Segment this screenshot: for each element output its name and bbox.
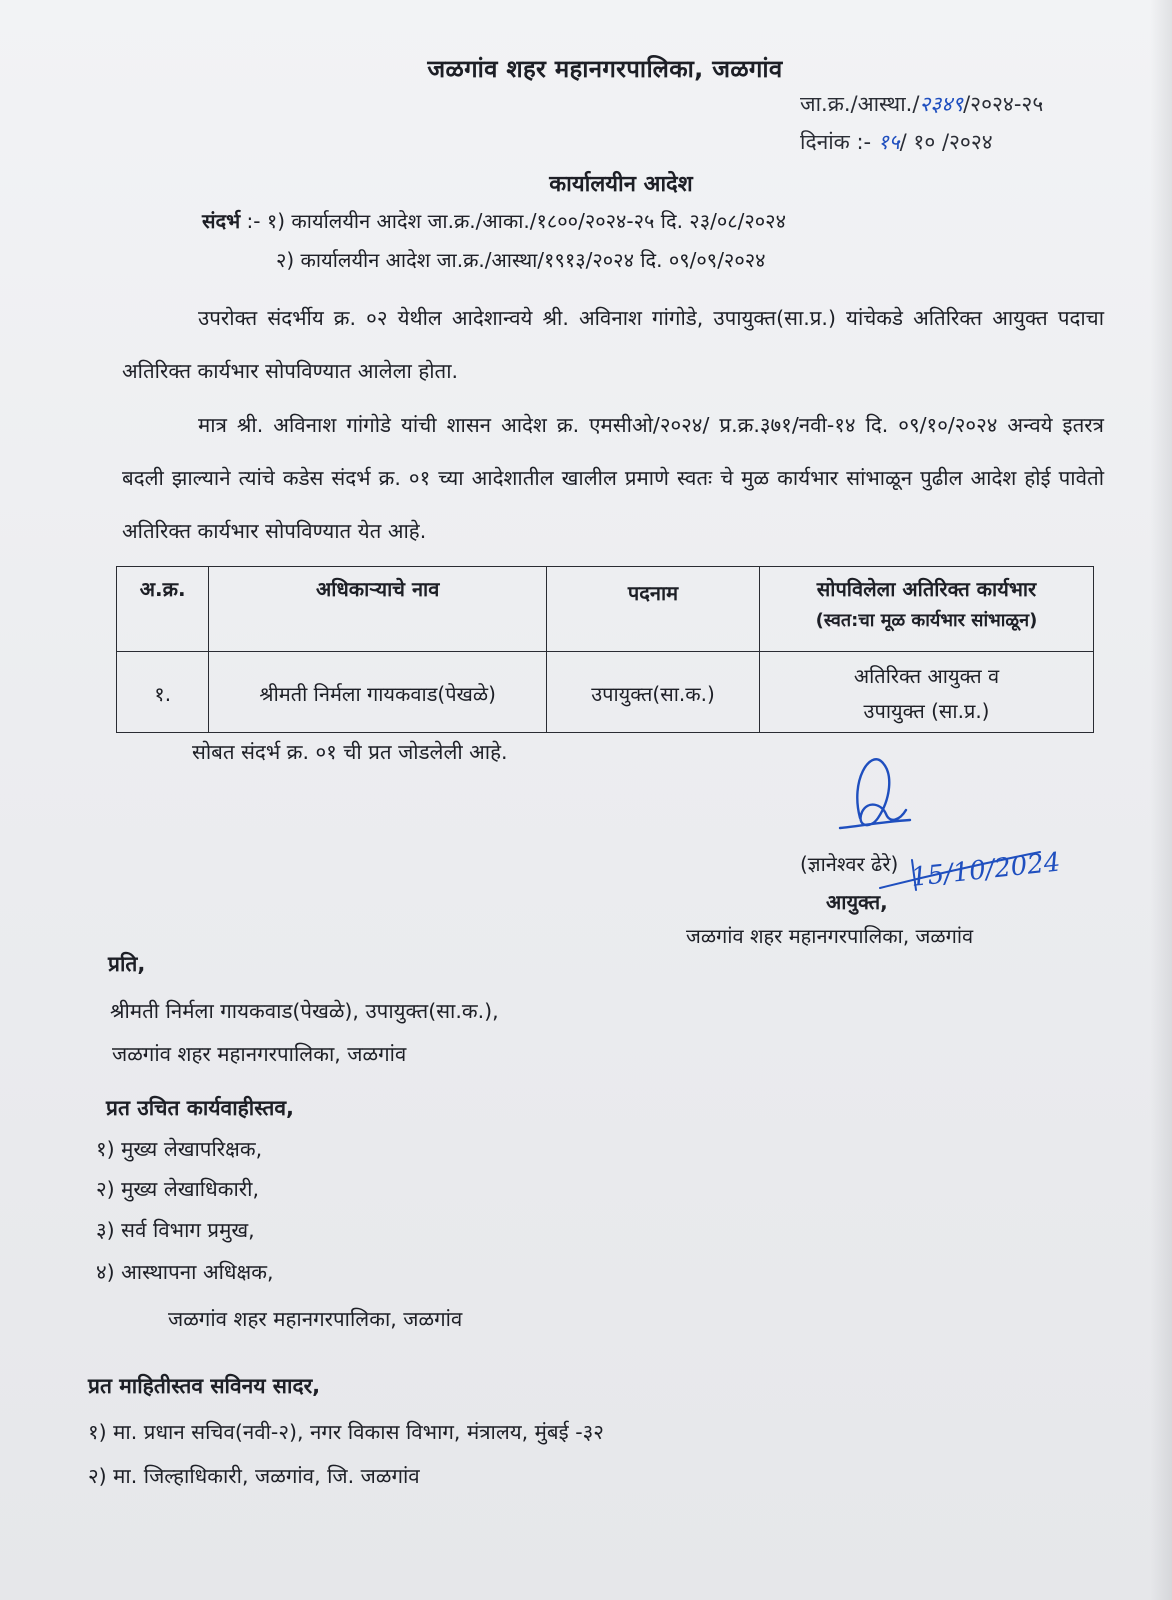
list-item: २) मा. जिल्हाधिकारी, जळगांव, जि. जळगांव — [88, 1464, 420, 1488]
order-date — [800, 128, 993, 156]
org-header — [0, 52, 1172, 85]
copy-action-org: जळगांव शहर महानगरपालिका, जळगांव — [168, 1307, 463, 1331]
order-title: कार्यालयीन आदेश — [549, 172, 693, 197]
list-item: १) मुख्य लेखापरिक्षक, — [96, 1137, 263, 1161]
reference-line-2: २) कार्यालयीन आदेश जा.क्र./आस्था/१९१३/२०२४ दि. ०९/०९/२०२४ — [276, 248, 766, 272]
reference-number — [800, 90, 1043, 118]
reference-label: संदर्भ — [202, 209, 241, 233]
handwritten-ref-number: २३४९ — [919, 92, 964, 116]
ref-prefix: जा.क्र./आस्था./ — [800, 92, 920, 116]
list-item: ४) आस्थापना अधिक्षक, — [96, 1260, 274, 1284]
header-designation: पदनाम — [547, 567, 760, 652]
signatory-organization: जळगांव शहर महानगरपालिका, जळगांव — [686, 924, 974, 948]
order-title-wrap — [0, 168, 1172, 198]
enclosure-note: सोबत संदर्भ क्र. ०१ ची प्रत जोडलेली आहे. — [192, 740, 508, 764]
handwritten-sign-date: 15/10/2024 — [909, 847, 1062, 893]
cell-designation: उपायुक्त(सा.क.) — [547, 652, 760, 733]
cell-name: श्रीमती निर्मला गायकवाड(पेखळे) — [209, 652, 547, 733]
to-line-1: श्रीमती निर्मला गायकवाड(पेखळे), उपायुक्त(सा.क.), — [110, 999, 499, 1023]
header-charge-title: सोपविलेला अतिरिक्त कार्यभार — [816, 577, 1037, 601]
signatory-name: (ज्ञानेश्वर ढेरे) — [800, 852, 899, 876]
cell-charge-line-2: उपायुक्त (सा.प्र.) — [863, 699, 990, 723]
header-charge — [760, 567, 1094, 652]
header-serial: अ.क्र. — [117, 567, 209, 652]
cell-serial: १. — [117, 652, 209, 733]
copy-action-label: प्रत उचित कार्यवाहीस्तव, — [106, 1096, 295, 1120]
signatory-designation: आयुक्त, — [826, 890, 888, 914]
reference-1-text: :- १) कार्यालयीन आदेश जा.क्र./आका./१८००/२०२४-२५ दि. २३/०८/२०२४ — [240, 209, 786, 233]
list-item: ३) सर्व विभाग प्रमुख, — [96, 1218, 255, 1242]
table-row — [117, 652, 1094, 733]
officer-table — [116, 566, 1094, 733]
cell-charge — [760, 652, 1094, 733]
to-line-2: जळगांव शहर महानगरपालिका, जळगांव — [112, 1042, 407, 1066]
ref-suffix: /२०२४-२५ — [963, 92, 1044, 116]
org-title: जळगांव शहर महानगरपालिका, जळगांव — [427, 55, 783, 83]
cell-charge-line-1: अतिरिक्त आयुक्त व — [853, 664, 1000, 688]
to-label: प्रति, — [108, 952, 146, 976]
header-charge-note: (स्वत:चा मूळ कार्यभार सांभाळून) — [815, 610, 1038, 631]
list-item: २) मुख्य लेखाधिकारी, — [96, 1177, 259, 1201]
table-header-row — [117, 567, 1094, 652]
paragraph-1: उपरोक्त संदर्भीय क्र. ०२ येथील आदेशान्वये श्री. अविनाश गांगोडे, उपायुक्त(सा.प्र.) यांचेकडे अतिरिक्त आयुक्त पदाचा अतिरिक्त कार्यभार सोपविण्यात आलेला होता. — [122, 306, 1104, 383]
paragraph-2: मात्र श्री. अविनाश गांगोडे यांची शासन आदेश क्र. एमसीओ/२०२४/ प्र.क्र.३७१/नवी-१४ दि. ०९/१०/२०२४ अन्वये इतरत्र बदली झाल्याने त्यांचे कडेस संदर्भ क्र. ०१ च्या आदेशातील खालील प्रमाणे स्वतः चे मुळ कार्यभार सांभाळून पुढील आदेश होई पावेतो अतिरिक्त कार्यभार सोपविण्यात येत आहे. — [122, 413, 1104, 543]
header-name: अधिकाऱ्याचे नाव — [209, 567, 547, 652]
copy-info-label: प्रत माहितीस्तव सविनय सादर, — [88, 1374, 321, 1398]
handwritten-date-day: १५ — [877, 130, 900, 154]
date-suffix: / १० /२०२४ — [899, 130, 993, 154]
reference-line-1 — [202, 207, 786, 234]
list-item: १) मा. प्रधान सचिव(नवी-२), नगर विकास विभाग, मंत्रालय, मुंबई -३२ — [88, 1420, 604, 1444]
date-prefix: दिनांक :- — [800, 130, 878, 154]
